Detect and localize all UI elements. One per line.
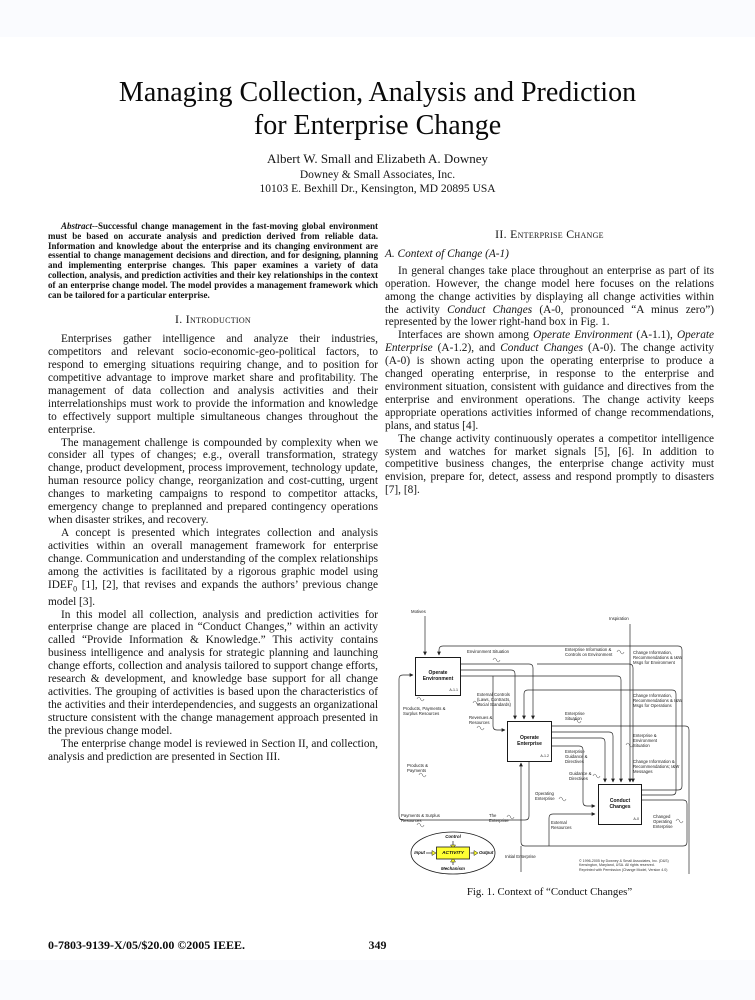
paragraph: A concept is presented which integrates collection and analysis activities within an overall management framework for enterprise change. Communication and understanding of the complex relationships among the activities is facilitated by a rigorous graphic model using $IDEF_0$ [1], [2], that revises and expands the authors’ previous change model [3]. <box>48 526 378 608</box>
page-number: 349 <box>368 938 387 952</box>
right-column <box>385 228 714 497</box>
diagram-label-payments-surplus: Payments & Surplus Resources <box>401 813 440 823</box>
diagram-label-the-enterprise: The Enterprise <box>489 813 509 823</box>
left-column <box>48 222 378 763</box>
abstract <box>48 222 378 300</box>
title-line-1: Managing Collection, Analysis and Prediction <box>118 77 637 108</box>
diagram-label-products-payments-surplus: Products, Payments & Surplus Resources <box>403 706 446 716</box>
diagram-label-enterprise-env-situation: Enterprise & Environment Situation <box>633 733 658 748</box>
legend-mechanism-label: Mechanism <box>441 866 465 871</box>
diagram-label-enterprise-guidance: Enterprise Guidance & Directives <box>565 749 588 764</box>
diagram-label-change-info-recs: Change Information & Recommendations; I&W Messages <box>633 759 680 774</box>
footer-copyright: 0-7803-9139-X/05/$20.00 ©2005 IEEE. <box>48 938 245 952</box>
paragraph: In general changes take place throughout an enterprise as part of its operation. However, the change model here focuses on the relations among the change activities by displaying all change activities within the activity Conduct Changes (A-0, pronounced “A minus zero”) represented by the lower right-hand box in Fig. 1. <box>385 264 714 329</box>
title-line-2: for Enterprise Change <box>253 110 502 141</box>
diagram-label-products-payments: Products & Payments <box>407 763 429 773</box>
box-label: Operate Enterprise <box>517 734 542 747</box>
legend-activity-label: ACTIVITY <box>442 850 464 856</box>
box-label: Operate Environment <box>422 669 454 682</box>
section-heading-introduction: I. Introduction <box>174 312 252 327</box>
legend-control-label: Control <box>445 834 461 839</box>
figure-copyright-line3: Reprinted with Permission (Change Model, Version 4.0) <box>579 867 668 872</box>
paragraph: Enterprises gather intelligence and analyze their industries, competitors and relevant socio-economic-geo-political factors, to respond to emerging situations requiring change, and to position for competitive advantage to improve market share and profitability. The management of data collection and analysis activities and their interrelationships must work to provide the information and knowledge to effectively support multiple simultaneous changes throughout the enterprise. <box>48 333 378 436</box>
paragraph: The change activity continuously operates a competitor intelligence system and watches for market signals [5], [6]. In addition to competitive business changes, the enterprise change activity must envision, prepare for, detect, assess and respond promptly to disasters [7], [8]. <box>385 432 714 497</box>
diagram-label-guidance-directives: Guidance & Directives <box>569 771 592 781</box>
diagram-label-inspiration: Inspiration <box>609 616 629 621</box>
diagram-label-revenues-resources: Revenues & Resources <box>469 715 493 725</box>
abstract-text: Successful change management in the fast-moving global environment must be based on accurate analysis and prediction derived from reliable data. Information and knowledge about the enterprise and its changing environment are essential to change management decisions and direction, and for designing, planning and implementing enterprise changes. This paper examines a variety of data collection, analysis, and prediction activities and their key relationships in the context of an enterprise change model. The model provides a management framework which can be tailored for a particular enterprise. <box>48 221 378 300</box>
box-conduct-changes <box>598 784 642 825</box>
box-tag: A-1.2 <box>540 754 549 759</box>
figure-caption: Fig. 1. Context of “Conduct Changes” <box>466 886 633 898</box>
diagram-label-change-info-ops: Change Information, Recommendations & I&W Msgs for Operations <box>633 693 683 708</box>
section-heading-enterprise-change: II. Enterprise Change <box>495 227 604 241</box>
legend-input-label: Input <box>414 850 425 855</box>
diagram-label-motives: Motives <box>411 609 426 614</box>
paragraph: In this model all collection, analysis and prediction activities for enterprise change are placed in “Conduct Changes,” within an activity called “Provide Information & Knowledge.” This activity contains business intelligence and analysis for strategic planning and launching change efforts, collection and analysis tailored to support change efforts, research & development, and knowledge base support for all change activities. The grouping of activities is based upon the characteristics of the activities and their interdependencies, and suggests an organizational structure consistent with the change management approach presented in the previous change model. <box>48 608 378 737</box>
diagram-label-external-controls: External Controls (Laws, Contracts, Social Standards) <box>477 692 511 707</box>
authors: Albert W. Small and Elizabeth A. Downey <box>267 151 488 166</box>
box-tag: A-1.1 <box>449 688 458 693</box>
subsection-heading: A. Context of Change (A-1) <box>385 247 509 260</box>
diagram-label-enterprise-info-controls: Enterprise Information & Controls on Environment <box>565 647 613 657</box>
diagram-label-environment-situation: Environment Situation <box>467 649 510 654</box>
figure-copyright <box>579 859 691 872</box>
paragraph: The management challenge is compounded by complexity when we consider all types of changes; e.g., overall transformation, strategy change, product development, process improvement, technology update, human resource policy change, reorganization and cost-cutting, urgent changes to marketing campaigns to respond to competitor attacks, emergency change to preplanned and prepared contingency operations when disaster strikes, and recovery. <box>48 436 378 526</box>
figure-copyright-line2: Kensington, Maryland, USA. All rights reserved. <box>579 863 655 868</box>
address: 10103 E. Bexhill Dr., Kensington, MD 20895 USA <box>259 183 496 195</box>
affiliation: Downey & Small Associates, Inc. <box>299 169 456 181</box>
box-label: Conduct Changes <box>609 797 631 810</box>
abstract-label: Abstract-- <box>61 221 98 231</box>
box-operate-environment <box>415 657 461 696</box>
diagram-label-changed-operating-enterprise: Changed Operating Enterprise <box>653 814 673 829</box>
diagram-label-change-info-env: Change Information, Recommendations & I&W Msgs for Environment <box>633 650 683 665</box>
paragraph: The enterprise change model is reviewed in Section II, and collection, analysis and prediction are presented in Section III. <box>48 737 378 763</box>
diagram-label-operating-enterprise: Operating Enterprise <box>535 791 555 801</box>
figure1-diagram <box>393 602 713 880</box>
page-title <box>0 76 755 142</box>
diagram-label-enterprise-situation: Enterprise Situation <box>565 711 585 721</box>
figure-copyright-line1: © 1996-2005 by Downey & Small Associates, Inc. (D&S) <box>579 859 669 863</box>
paragraph: Interfaces are shown among Operate Environment (A-1.1), Operate Enterprise (A-1.2), and Conduct Changes (A-0). The change activity (A-0) is shown acting upon the operating enterprise to produce a changed operating enterprise, in response to the enterprise and environment situation, consistent with guidance and directives from the enterprise and environment operations. The change activity keeps appropriate operations activities informed of change recommendations, plans, and status [4]. <box>385 329 715 432</box>
box-operate-enterprise <box>507 721 552 762</box>
diagram-label-external-resources: External Resources <box>551 820 572 830</box>
box-tag: A-0 <box>633 817 639 822</box>
legend-output-label: Output <box>479 850 494 855</box>
diagram-label-initial-enterprise: Initial Enterprise <box>505 854 536 859</box>
